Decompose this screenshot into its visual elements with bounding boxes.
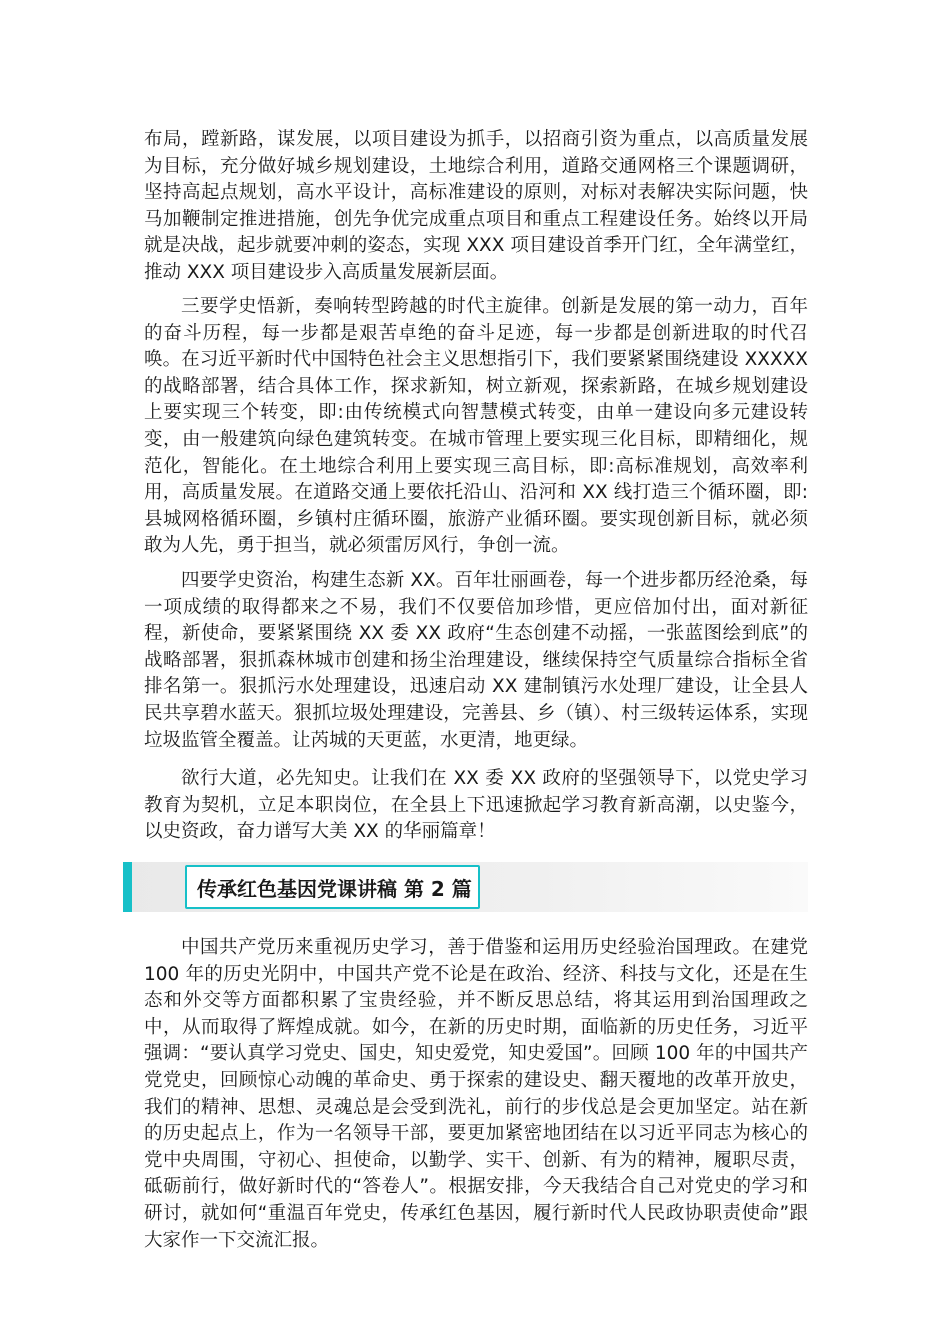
- section-accent-bar: [123, 862, 132, 912]
- section-header-banner: [123, 862, 808, 912]
- paragraph-ecology: 四要学史资治，构建生态新 XX。百年壮丽画卷，每一个进步都历经沧桑，每一项成绩的取得都来之不易，我们不仅要倍加珍惜，更应倍加付出，面对新征程，新使命，要紧紧围绕 XX 委 XX 政府“生态创建不动摇，一张蓝图绘到底”的战略部署，狠抓森林城市创建和扬尘治理建设，继续保持空气质量综合指标全省排名第一。狠抓污水处理建设，迅速启动 XX 建制镇污水处理厂建设，让全县人民共享碧水蓝天。狠抓垃圾处理建设，完善县、乡（镇）、村三级转运体系，实现垃圾监管全覆盖。让芮城的天更蓝，水更清，地更绿。: [144, 570, 808, 751]
- section-title: 传承红色基因党课讲稿 第 2 篇: [197, 876, 472, 901]
- paragraph-continuation: 布局，蹚新路，谋发展，以项目建设为抓手，以招商引资为重点，以高质量发展为目标，充分做好城乡规划建设，土地综合利用，道路交通网格三个课题调研，坚持高起点规划，高水平设计，高标准建设的原则，对标对表解决实际问题，快马加鞭制定推进措施，创先争优完成重点项目和重点工程建设任务。始终以开局就是决战，起步就要冲刺的姿态，实现 XXX 项目建设首季开门红，全年满堂红，推动 XXX 项目建设步入高质量发展新层面。: [144, 129, 808, 283]
- paragraph-innovation: 三要学史悟新，奏响转型跨越的时代主旋律。创新是发展的第一动力，百年的奋斗历程，每一步都是艰苦卓绝的奋斗足迹，每一步都是创新进取的时代召唤。在习近平新时代中国特色社会主义思想指引下，我们要紧紧围绕建设 XXXXX 的战略部署，结合具体工作，探求新知，树立新观，探索新路，在城乡规划建设上要实现三个转变，即:由传统模式向智慧模式转变，由单一建设向多元建设转变，由一般建筑向绿色建筑转变。在城市管理上要实现三化目标，即精细化，规范化，智能化。在土地综合利用上要实现三高目标，即:高标准规划，高效率利用，高质量发展。在道路交通上要依托沿山、沿河和 XX 线打造三个循环圈，即:县城网格循环圈，乡镇村庄循环圈，旅游产业循环圈。要实现创新目标，就必须敢为人先，勇于担当，就必须雷厉风行，争创一流。: [144, 296, 808, 557]
- section-title-box: [185, 865, 480, 909]
- paragraph-party-history: 中国共产党历来重视历史学习，善于借鉴和运用历史经验治国理政。在建党 100 年的历史光阴中，中国共产党不论是在政治、经济、科技与文化，还是在生态和外交等方面都积累了宝贵经验，并不断反思总结，将其运用到治国理政之中，从而取得了辉煌成就。如今，在新的历史时期，面临新的历史任务，习近平强调：“要认真学习党史、国史，知史爱党，知史爱国”。回顾 100 年的中国共产党党史，回顾惊心动魄的革命史、勇于探索的建设史、翻天覆地的改革开放史，我们的精神、思想、灵魂总是会受到洗礼，前行的步伐总是会更加坚定。站在新的历史起点上，作为一名领导干部，要更加紧密地团结在以习近平同志为核心的党中央周围，守初心、担使命，以勤学、实干、创新、有为的精神，履职尽责，砥砺前行，做好新时代的“答卷人”。根据安排，今天我结合自己对党史的学习和研讨，就如何“重温百年党史，传承红色基因，履行新时代人民政协职责使命”跟大家作一下交流汇报。: [144, 937, 808, 1251]
- paragraph-conclusion: 欲行大道，必先知史。让我们在 XX 委 XX 政府的坚强领导下，以党史学习教育为契机，立足本职岗位，在全县上下迅速掀起学习教育新高潮，以史鉴今，以史资政，奋力谱写大美 XX 的华丽篇章！: [144, 768, 808, 843]
